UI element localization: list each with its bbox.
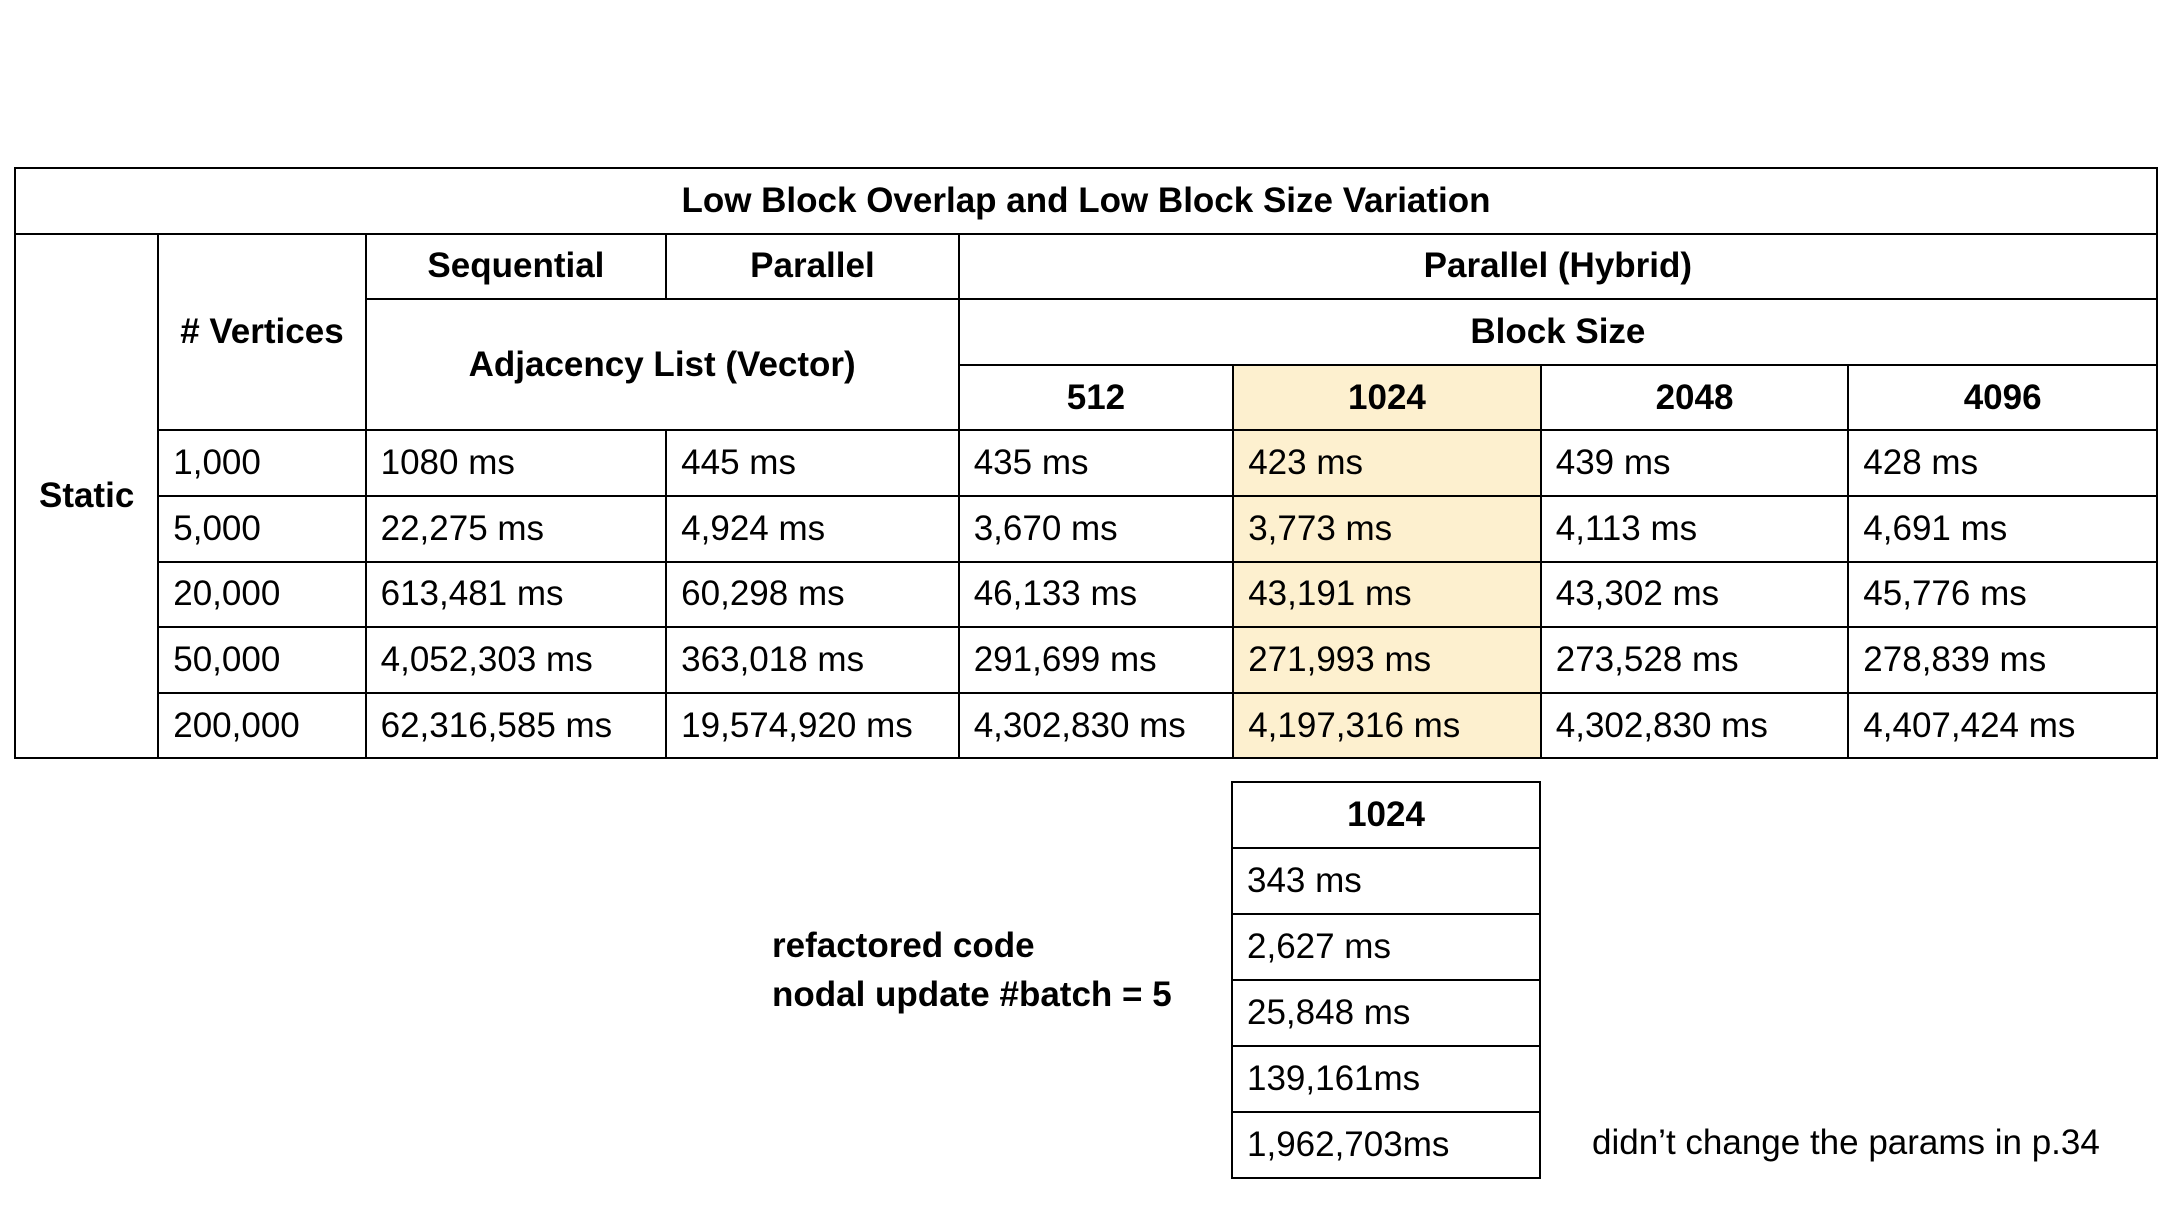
static-label: Static: [15, 234, 158, 759]
refactored-cell: 1,962,703ms: [1232, 1112, 1540, 1178]
block-512-cell: 435 ms: [959, 430, 1234, 496]
refactored-cell: 25,848 ms: [1232, 980, 1540, 1046]
block-2048-cell: 4,113 ms: [1541, 496, 1849, 562]
block-2048-cell: 273,528 ms: [1541, 627, 1849, 693]
block-1024-cell: 423 ms: [1233, 430, 1541, 496]
parallel-cell: 4,924 ms: [666, 496, 959, 562]
block-size-4096: 4096: [1848, 365, 2157, 431]
block-size-header: Block Size: [959, 299, 2157, 365]
vertices-header: # Vertices: [158, 234, 365, 431]
block-2048-cell: 43,302 ms: [1541, 562, 1849, 628]
parallel-cell: 445 ms: [666, 430, 959, 496]
block-1024-cell: 271,993 ms: [1233, 627, 1541, 693]
block-512-cell: 3,670 ms: [959, 496, 1234, 562]
refactor-note-line1: refactored code: [772, 926, 1035, 965]
block-1024-cell: 4,197,316 ms: [1233, 693, 1541, 759]
block-512-cell: 4,302,830 ms: [959, 693, 1234, 759]
table-row: [15, 693, 2157, 759]
refactored-cell: 2,627 ms: [1232, 914, 1540, 980]
vertices-cell: 5,000: [158, 496, 365, 562]
vertices-cell: 1,000: [158, 430, 365, 496]
vertices-cell: 20,000: [158, 562, 365, 628]
block-size-512: 512: [959, 365, 1234, 431]
adjacency-list-header: Adjacency List (Vector): [366, 299, 959, 430]
parallel-cell: 60,298 ms: [666, 562, 959, 628]
block-512-cell: 46,133 ms: [959, 562, 1234, 628]
block-4096-cell: 278,839 ms: [1848, 627, 2157, 693]
refactored-header: 1024: [1232, 782, 1540, 848]
sequential-cell: 4,052,303 ms: [366, 627, 667, 693]
block-1024-cell: 3,773 ms: [1233, 496, 1541, 562]
block-size-1024: 1024: [1233, 365, 1541, 431]
hybrid-header: Parallel (Hybrid): [959, 234, 2157, 300]
sequential-cell: 613,481 ms: [366, 562, 667, 628]
block-2048-cell: 439 ms: [1541, 430, 1849, 496]
block-size-2048: 2048: [1541, 365, 1849, 431]
refactored-cell: 139,161ms: [1232, 1046, 1540, 1112]
block-4096-cell: 45,776 ms: [1848, 562, 2157, 628]
refactor-note-line2: nodal update #batch = 5: [772, 975, 1172, 1014]
table-row: [15, 430, 2157, 496]
params-note: didn’t change the params in p.34: [1592, 1123, 2100, 1162]
refactored-results-table: [1231, 781, 1541, 1179]
parallel-header: Parallel: [666, 234, 959, 300]
vertices-cell: 50,000: [158, 627, 365, 693]
block-4096-cell: 4,691 ms: [1848, 496, 2157, 562]
results-table: [14, 167, 2158, 759]
sequential-cell: 62,316,585 ms: [366, 693, 667, 759]
table-row: [15, 562, 2157, 628]
refactored-cell: 343 ms: [1232, 848, 1540, 914]
table-title: Low Block Overlap and Low Block Size Variation: [15, 168, 2157, 234]
block-2048-cell: 4,302,830 ms: [1541, 693, 1849, 759]
parallel-cell: 19,574,920 ms: [666, 693, 959, 759]
refactor-note: [772, 921, 1172, 1019]
sequential-cell: 1080 ms: [366, 430, 667, 496]
vertices-cell: 200,000: [158, 693, 365, 759]
table-row: [15, 496, 2157, 562]
block-4096-cell: 428 ms: [1848, 430, 2157, 496]
sequential-header: Sequential: [366, 234, 667, 300]
block-4096-cell: 4,407,424 ms: [1848, 693, 2157, 759]
block-1024-cell: 43,191 ms: [1233, 562, 1541, 628]
block-512-cell: 291,699 ms: [959, 627, 1234, 693]
parallel-cell: 363,018 ms: [666, 627, 959, 693]
sequential-cell: 22,275 ms: [366, 496, 667, 562]
table-row: [15, 627, 2157, 693]
